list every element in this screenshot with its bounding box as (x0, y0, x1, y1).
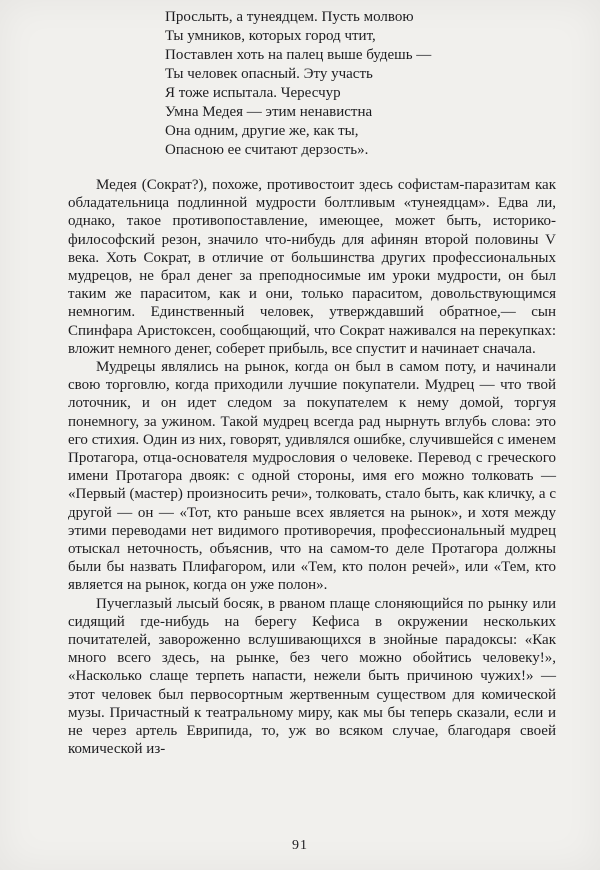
verse-line: Ты умников, которых город чтит, (165, 28, 376, 44)
verse-line: Умна Медея — этим ненавистна (165, 104, 373, 120)
verse-line: Прослыть, а тунеядцем. Пусть молвою (165, 9, 414, 25)
verse-line: Опасною ее считают дерзость». (165, 142, 369, 158)
paragraph: Пучеглазый лысый босяк, в рваном плаще слоняющийся по рынку или сидящий где-нибудь на берегу Кефиса в окружении нескольких почитателей, завороженно вслушивающихся в знойные парадоксы: «Как много всего здесь, на рынке, без чего можно обойтись человеку!», «Насколько слаще терпеть напасти, нежели быть причиною чужих!» — этот человек был первосортным жертвенным существом для комической музы. Причастный к театральному миру, как мы бы теперь сказали, если и не через артель Еврипида, то, уж во всяком случае, благодаря своей комической из- (68, 595, 556, 758)
body-text (68, 176, 556, 759)
verse-block (165, 0, 600, 160)
page-number: 91 (292, 838, 308, 853)
verse-line: Она одним, другие же, как ты, (165, 123, 359, 139)
paragraph: Медея (Сократ?), похоже, противостоит здесь софистам-паразитам как обладательница подлинной мудрости болтливым «тунеядцам». Едва ли, однако, такое противопоставление, имеющее, может быть, историко-философский резон, значило что-нибудь для афинян второй половины V века. Хоть Сократ, в отличие от большинства других профессиональных мудрецов, не брал денег за преподносимые им уроки мудрости, он был таким же параситом, как и они, только параситом, довольствующимся немногим. Единственный человек, утверждавший обратное,— сын Спинфара Аристоксен, сообщающий, что Сократ наживался на перекупках: вложит немного денег, соберет прибыль, все спустит и начинает сначала. (68, 177, 556, 357)
paragraph: Мудрецы являлись на рынок, когда он был в самом поту, и начинали свою торговлю, когда приходили лучшие покупатели. Мудрец — что твой лоточник, и он идет следом за покупателем к нему домой, торгуя понемногу, за ужином. Такой мудрец всегда рад нырнуть вглубь слова: это его стихия. Один из них, говорят, удивлялся ошибке, случившейся с именем Протагора, отца-основателя мудрословия о человеке. Перевод с греческого имени Протагора двояк: с одной стороны, имя его можно толковать — «Первый (мастер) произносить речи», толковать, стало быть, как кличку, а с другой — он — «Тот, кто раньше всех является на рынок», и хотя между этими переводами нет видимого противоречия, профессиональный мудрец отыскал неточность, объяснив, что на самом-то деле Протагора должны были бы назвать Плифагором, или «Тем, кто полон речей», или «Тем, кто является на рынок, когда он уже полон». (68, 359, 556, 594)
verse-line: Поставлен хоть на палец выше будешь — (165, 47, 432, 63)
verse-line: Я тоже испытала. Чересчур (165, 85, 341, 101)
verse-line: Ты человек опасный. Эту участь (165, 66, 373, 82)
